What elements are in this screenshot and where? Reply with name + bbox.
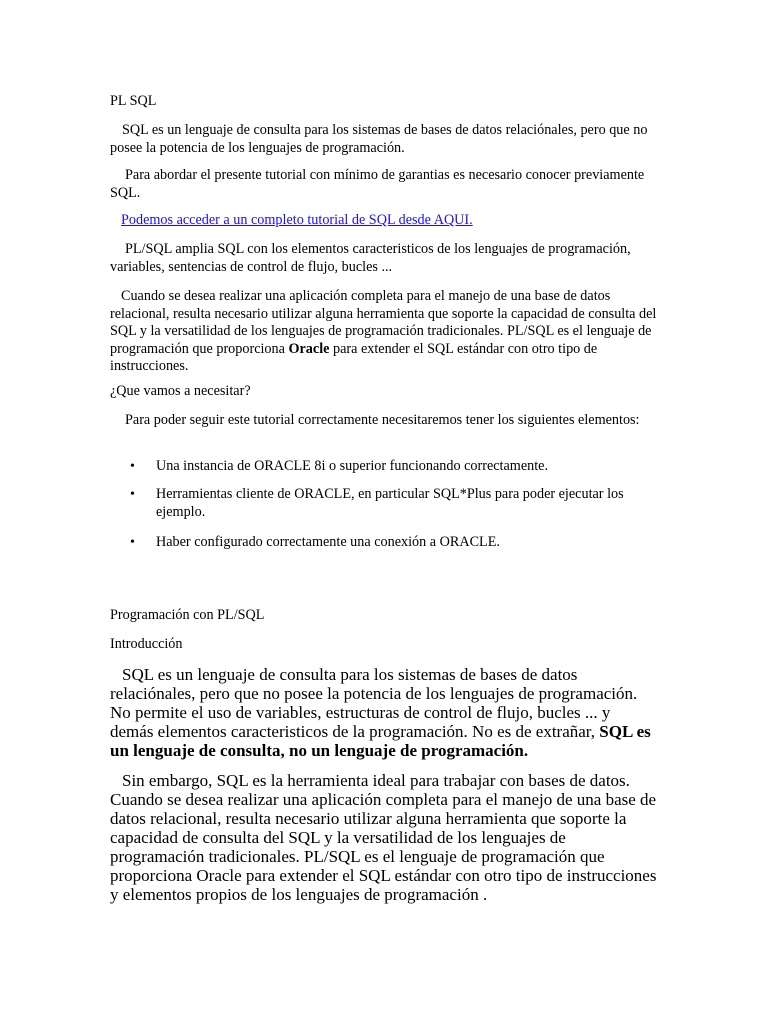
application-text-a: Cuando se desea realizar una aplicación completa para el manejo de una base de datos relacional, resulta necesario utilizar alguna herramienta que soporte la capacidad de consulta del SQL y la versatilidad de los lenguajes de programación tradicionales. PL/SQL es el lenguaje de programación que proporciona bbox=[110, 288, 657, 357]
application-paragraph bbox=[110, 288, 658, 376]
requirements-paragraph: Para poder seguir este tutorial correctamente necesitaremos tener los siguientes elementos: bbox=[125, 412, 640, 428]
bullet-icon: • bbox=[130, 459, 135, 474]
list-item-text: Una instancia de ORACLE 8i o superior funcionando correctamente. bbox=[156, 458, 548, 474]
plsql-description-paragraph: Sin embargo, SQL es la herramienta ideal para trabajar con bases de datos. Cuando se desea realizar una aplicación completa para el manejo de una base de datos relacional, resulta necesario utilizar alguna herramienta que soporte la capacidad de consulta del SQL y la versatilidad de los lenguajes de programación tradicionales. PL/SQL es el lenguaje de programación que proporciona Oracle para extender el SQL estándar con otro tipo de instrucciones y elementos propios de los lenguajes de programación . bbox=[110, 771, 657, 904]
prerequisite-paragraph: Para abordar el presente tutorial con mínimo de garantias es necesario conocer previamente SQL. bbox=[110, 167, 645, 201]
question-heading: ¿Que vamos a necesitar? bbox=[110, 383, 251, 399]
bullet-icon: • bbox=[130, 535, 135, 550]
intro-paragraph: SQL es un lenguaje de consulta para los sistemas de bases de datos relaciónales, pero que no posee la potencia de los lenguajes de programación. bbox=[110, 122, 648, 156]
application-text-b: para extender el SQL estándar con otro tipo de instrucciones. bbox=[110, 340, 598, 374]
doc-title: PL SQL bbox=[110, 93, 157, 109]
list-item-text: Haber configurado correctamente una conexión a ORACLE. bbox=[156, 534, 500, 550]
list-item-text: Herramientas cliente de ORACLE, en particular SQL*Plus para poder ejecutar los ejemplo. bbox=[156, 486, 624, 520]
plsql-paragraph: PL/SQL amplia SQL con los elementos caracteristicos de los lenguajes de programación, variables, sentencias de control de flujo, bucles ... bbox=[110, 241, 631, 275]
intro-heading: Introducción bbox=[110, 636, 183, 652]
sql-description-paragraph bbox=[110, 665, 658, 760]
bullet-icon: • bbox=[130, 487, 135, 502]
section-title: Programación con PL/SQL bbox=[110, 607, 265, 623]
sql-description-text: SQL es un lenguaje de consulta para los sistemas de bases de datos relaciónales, pero que no posee la potencia de los lenguajes de programación. No permite el uso de variables, estructuras de control de flujo, bucles ... y demás elementos caracteristicos de la programación. No es de extrañar, bbox=[110, 665, 638, 741]
sql-definition-bold: SQL es un lenguaje de consulta, no un lenguaje de programación. bbox=[110, 722, 651, 760]
tutorial-link-line bbox=[110, 212, 658, 230]
sql-tutorial-link[interactable]: Podemos acceder a un completo tutorial de SQL desde AQUI. bbox=[121, 212, 473, 228]
oracle-bold: Oracle bbox=[288, 340, 330, 357]
